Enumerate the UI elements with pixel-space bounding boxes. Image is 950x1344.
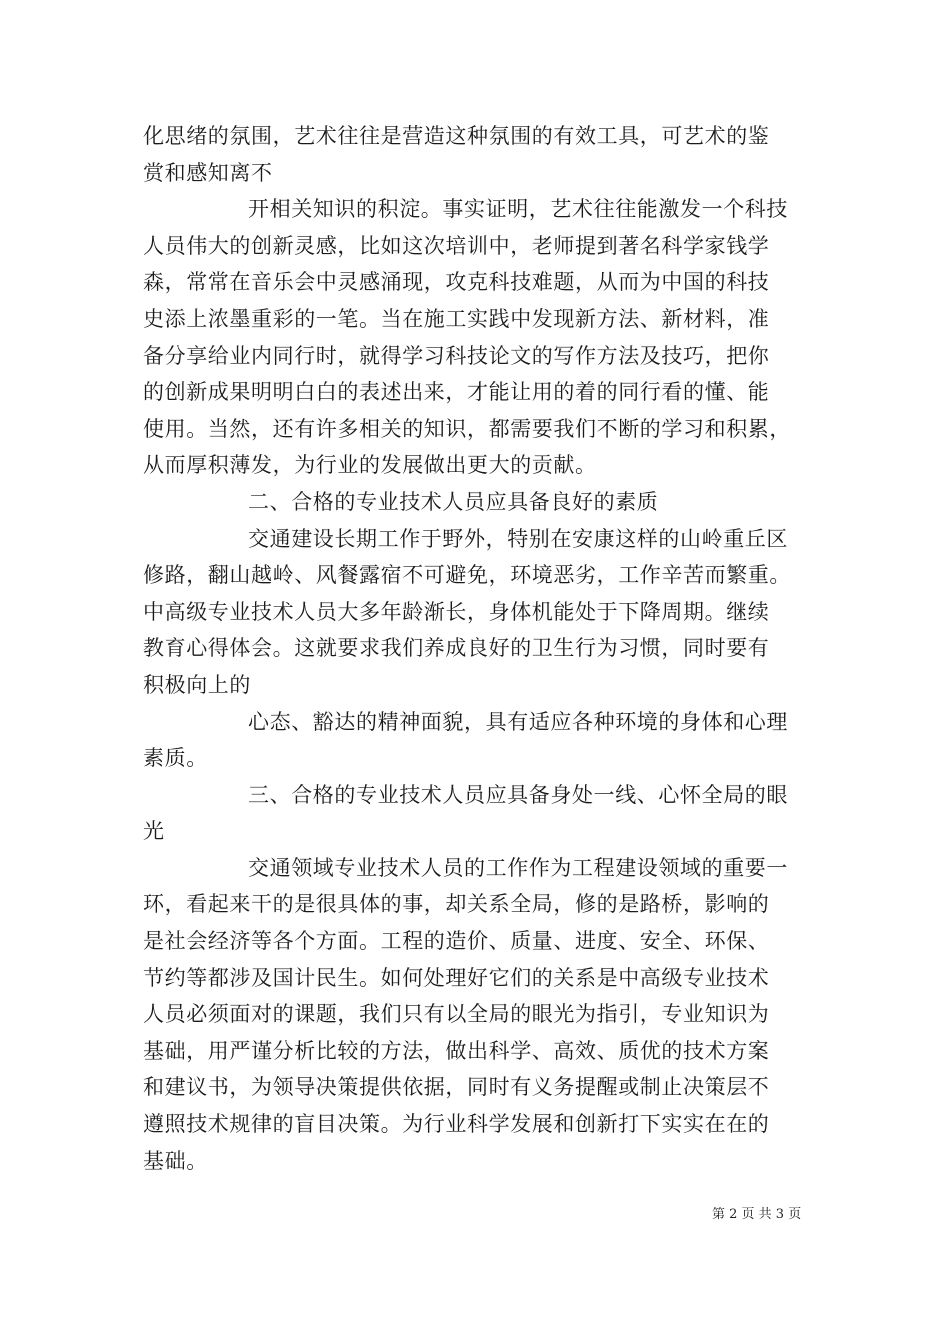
text-line: 素质。 xyxy=(143,746,208,771)
text-line: 史添上浓墨重彩的一笔。当在施工实践中发现新方法、新材料，准 xyxy=(143,306,770,331)
page-number: 第 2 页 共 3 页 xyxy=(712,1207,802,1222)
text-line: 心态、豁达的精神面貌，具有适应各种环境的身体和心理 xyxy=(248,709,788,734)
text-line: 环，看起来干的是很具体的事，却关系全局，修的是路桥，影响的 xyxy=(143,892,770,917)
text-line: 交通领域专业技术人员的工作作为工程建设领域的重要一 xyxy=(248,855,788,880)
text-line: 人员伟大的创新灵感，比如这次培训中，老师提到著名科学家钱学 xyxy=(143,233,770,258)
text-line: 的创新成果明明白白的表述出来，才能让用的着的同行看的懂、能 xyxy=(143,380,770,405)
text-line: 从而厚积薄发，为行业的发展做出更大的贡献。 xyxy=(143,453,597,478)
text-line: 交通建设长期工作于野外，特别在安康这样的山岭重丘区 xyxy=(248,526,788,551)
text-line: 积极向上的 xyxy=(143,672,251,697)
text-line: 三、合格的专业技术人员应具备身处一线、心怀全局的眼 xyxy=(248,782,788,807)
text-line: 是社会经济等各个方面。工程的造价、质量、进度、安全、环保、 xyxy=(143,929,770,954)
text-line: 节约等都涉及国计民生。如何处理好它们的关系是中高级专业技术 xyxy=(143,965,770,990)
document-body xyxy=(143,118,808,1179)
text-line: 修路，翻山越岭、风餐露宿不可避免，环境恶劣，工作辛苦而繁重。 xyxy=(143,563,791,588)
text-line: 教育心得体会。这就要求我们养成良好的卫生行为习惯，同时要有 xyxy=(143,636,770,661)
text-line: 开相关知识的积淀。事实证明，艺术往往能激发一个科技 xyxy=(248,197,788,222)
text-line: 二、合格的专业技术人员应具备良好的素质 xyxy=(248,489,659,514)
text-line: 基础。 xyxy=(143,1148,208,1173)
text-line: 化思绪的氛围，艺术往往是营造这种氛围的有效工具，可艺术的鉴 xyxy=(143,124,770,148)
text-line: 备分享给业内同行时，就得学习科技论文的写作方法及技巧，把你 xyxy=(143,343,770,368)
text-line: 使用。当然，还有许多相关的知识，都需要我们不断的学习和积累， xyxy=(143,416,791,441)
text-line: 森，常常在音乐会中灵感涌现，攻克科技难题，从而为中国的科技 xyxy=(143,270,770,295)
text-line: 遵照技术规律的盲目决策。为行业科学发展和创新打下实实在在的 xyxy=(143,1112,770,1137)
text-line: 光 xyxy=(143,819,165,844)
text-line: 中高级专业技术人员大多年龄渐长，身体机能处于下降周期。继续 xyxy=(143,599,770,624)
text-line: 基础，用严谨分析比较的方法，做出科学、高效、质优的技术方案 xyxy=(143,1038,770,1063)
text-line: 赏和感知离不 xyxy=(143,160,273,185)
text-line: 人员必须面对的课题，我们只有以全局的眼光为指引，专业知识为 xyxy=(143,1002,770,1027)
text-line: 和建议书，为领导决策提供依据，同时有义务提醒或制止决策层不 xyxy=(143,1075,770,1100)
